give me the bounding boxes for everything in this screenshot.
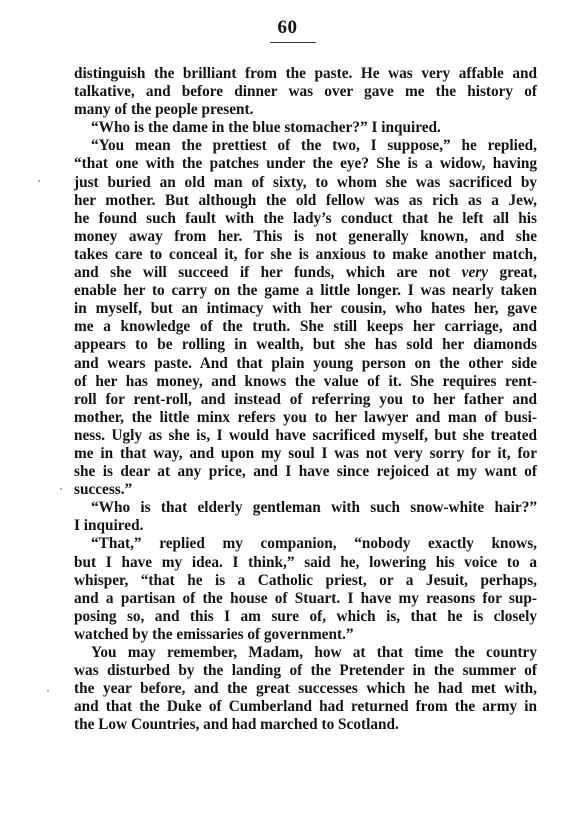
text-line: she is dear at any price, and I have since rejoiced at my want of bbox=[74, 463, 537, 481]
emphasis-very: very bbox=[461, 264, 488, 282]
text-line: me in that way, and upon my soul I was not very sorry for it, for bbox=[74, 444, 537, 462]
text-line: distinguish the brilliant from the paste. He was very affable and bbox=[74, 65, 537, 82]
text-line: her mother. But although the old fellow was as rich as a Jew, bbox=[74, 191, 537, 209]
page-number: 60 bbox=[277, 17, 298, 38]
text-line: the Low Countries, and had marched to Scotland. bbox=[74, 716, 399, 734]
text-line: success.” bbox=[74, 481, 133, 499]
text-line: whisper, “that he is a Catholic priest, or a Jesuit, perhaps, bbox=[74, 571, 537, 589]
text-line: mother, the little minx refers you to her lawyer and man of busi- bbox=[74, 408, 537, 426]
text-line: the year before, and the great successes which he had met with, bbox=[74, 680, 537, 698]
text-line: but I have my idea. I think,” said he, lowering his voice to a bbox=[74, 553, 537, 571]
text-line: “That,” replied my companion, “nobody exactly knows, bbox=[91, 535, 537, 553]
paper-speck bbox=[60, 488, 62, 490]
text-line: he found such fault with the lady’s conduct that he left all his bbox=[74, 209, 537, 227]
text-line: You may remember, Madam, how at that time the country bbox=[91, 644, 537, 661]
page-number-rule bbox=[270, 42, 316, 43]
text-line: “Who is the dame in the blue stomacher?” I inquired. bbox=[91, 119, 441, 137]
paper-speck bbox=[38, 180, 40, 182]
text-line: was disturbed by the landing of the Pretender in the summer of bbox=[74, 662, 537, 680]
text-line: just buried an old man of sixty, to whom she was sacrificed by bbox=[74, 173, 537, 191]
text-line: posing so, and this I am sure of, which is, that he is closely bbox=[74, 607, 537, 625]
text-line: ness. Ugly as she is, I would have sacrificed myself, but she treated bbox=[74, 426, 537, 444]
text-line: of her has money, and knows the value of it. She requires rent- bbox=[74, 372, 537, 390]
text-line: “You mean the prettiest of the two, I suppose,” he replied, bbox=[91, 137, 537, 155]
text-line: and a partisan of the house of Stuart. I have my reasons for sup- bbox=[74, 589, 537, 607]
text-line: money away from her. This is not generally known, and she bbox=[74, 227, 537, 245]
text-line: “Who is that elderly gentleman with such snow-white hair?” bbox=[91, 499, 537, 517]
text-line: and wears paste. And that plain young person on the other side bbox=[74, 354, 537, 372]
text-line: takes care to conceal it, for she is anxious to make another match, bbox=[74, 245, 537, 263]
text-line: talkative, and before dinner was over gave me the history of bbox=[74, 83, 537, 101]
text-line: in myself, but an intimacy with her cousin, who hates her, gave bbox=[74, 300, 537, 318]
text-line: watched by the emissaries of government.” bbox=[74, 625, 354, 643]
text-line: enable her to carry on the game a little longer. I was nearly taken bbox=[74, 282, 537, 300]
text-line: appears to be rolling in wealth, but she has sold her diamonds bbox=[74, 336, 537, 354]
body-text bbox=[74, 65, 537, 734]
text-line: I inquired. bbox=[74, 517, 144, 535]
text-line: and that the Duke of Cumberland had returned from the army in bbox=[74, 698, 537, 716]
text-line: many of the people present. bbox=[74, 101, 254, 119]
paper-speck bbox=[47, 690, 49, 692]
text-line: me a knowledge of the truth. She still keeps her carriage, and bbox=[74, 318, 537, 336]
text-line: and she will succeed if her funds, which are not very great, bbox=[74, 264, 537, 282]
text-line: roll for rent-roll, and instead of referring you to her father and bbox=[74, 390, 537, 408]
text-line: “that one with the patches under the eye? She is a widow, having bbox=[74, 155, 537, 173]
